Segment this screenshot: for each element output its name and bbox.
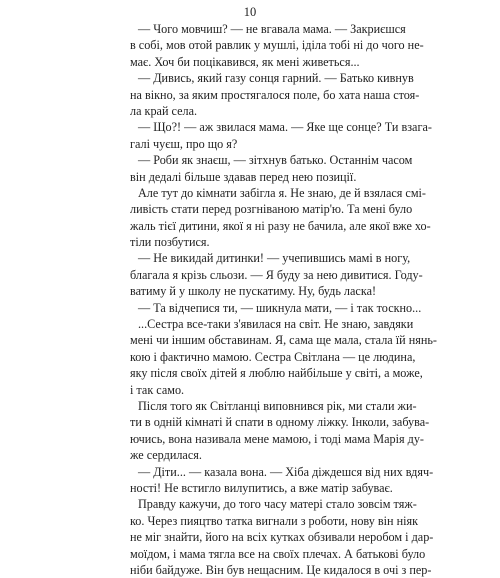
text-line: і так само.	[130, 382, 185, 397]
text-line: тіли позбутися.	[130, 235, 210, 250]
text-line: кою і фактично мамою. Сестра Світлана — це людина,	[130, 349, 416, 364]
text-line: — Чого мовчиш? — не вгавала мама. — Закриєшся	[138, 22, 406, 36]
text-line: же сердилася.	[130, 448, 202, 463]
text-line: — Роби як знаєш, — зітхнув батько. Останнім часом	[138, 153, 413, 168]
text-line: — Діти... — казала вона. — Хіба діждешся від них вдяч-	[138, 464, 434, 479]
text-line: не міг знайти, його на всіх кутках обзивали неробом і дар-	[130, 530, 434, 545]
text-line: на вікно, за яким простягалося поле, бо хата наша стоя-	[130, 87, 420, 102]
text-line: ніби байдуже. Він був нещасним. Це кидалося в очі з пер-	[130, 562, 432, 577]
text-line: жаль тієї дитини, якої я ні разу не бачила, але якої вже хо-	[130, 218, 431, 233]
text-line: має. Хоч би поцікавився, як мені живеться...	[130, 54, 360, 69]
text-line: яку після своїх дітей я люблю найбільше у світі, а може,	[130, 366, 423, 381]
text-line: ла край села.	[130, 103, 198, 118]
text-line: він дедалі більше здавав перед нею позиції.	[130, 169, 357, 184]
text-line: мені чи іншим обставинам. Я, сама ще мала, стала їй нянь-	[130, 333, 437, 348]
text-line: ності! Не встигло вилупитись, а вже матір забуває.	[130, 480, 393, 495]
page-number: 10	[243, 5, 257, 19]
text-line: Після того як Світланці виповнився рік, ми стали жи-	[138, 398, 417, 413]
text-line: Правду кажучи, до того часу матері стало зовсім тяж-	[138, 497, 417, 512]
text-line: ти в одній кімнаті й спати в одному ліжку. Інколи, забува-	[130, 415, 430, 430]
text-line: ючись, вона називала мене мамою, і тоді мама Марія ду-	[130, 431, 424, 446]
text-line: ...Сестра все-таки з'явилася на світ. Не знаю, завдяки	[138, 317, 414, 332]
body-text	[130, 21, 437, 578]
text-line: — Не викидай дитинки! — учепившись мамі в ногу,	[138, 251, 411, 266]
text-line: моїдом, і мама тягла все на своїх плечах. А батькові було	[130, 546, 426, 561]
text-line: ватиму й у школу не пускатиму. Ну, будь ласка!	[130, 284, 377, 299]
text-line: галі чуєш, про що я?	[130, 136, 238, 151]
text-line: Але тут до кімнати забігла я. Не знаю, де й взялася смі-	[138, 185, 426, 200]
text-line: в собі, мов отой равлик у мушлі, іділа тобі ні до чого не-	[130, 38, 424, 53]
text-line: — Що?! — аж звилася мама. — Яке ще сонце? Ти взага-	[138, 120, 432, 135]
text-line: ливість стати перед розгніваною матір'ю. Та мені було	[130, 202, 413, 217]
text-line: — Дивись, який газу сонця гарний. — Батько кивнув	[138, 71, 414, 86]
text-line: ко. Через пияцтво татка вигнали з роботи, нову він ніяк	[130, 513, 419, 528]
text-line: — Та відчепися ти, — шикнула мати, — і так тоскно...	[138, 300, 422, 315]
text-line: благала я крізь сльози. — Я буду за нею дивитися. Году-	[130, 267, 423, 282]
